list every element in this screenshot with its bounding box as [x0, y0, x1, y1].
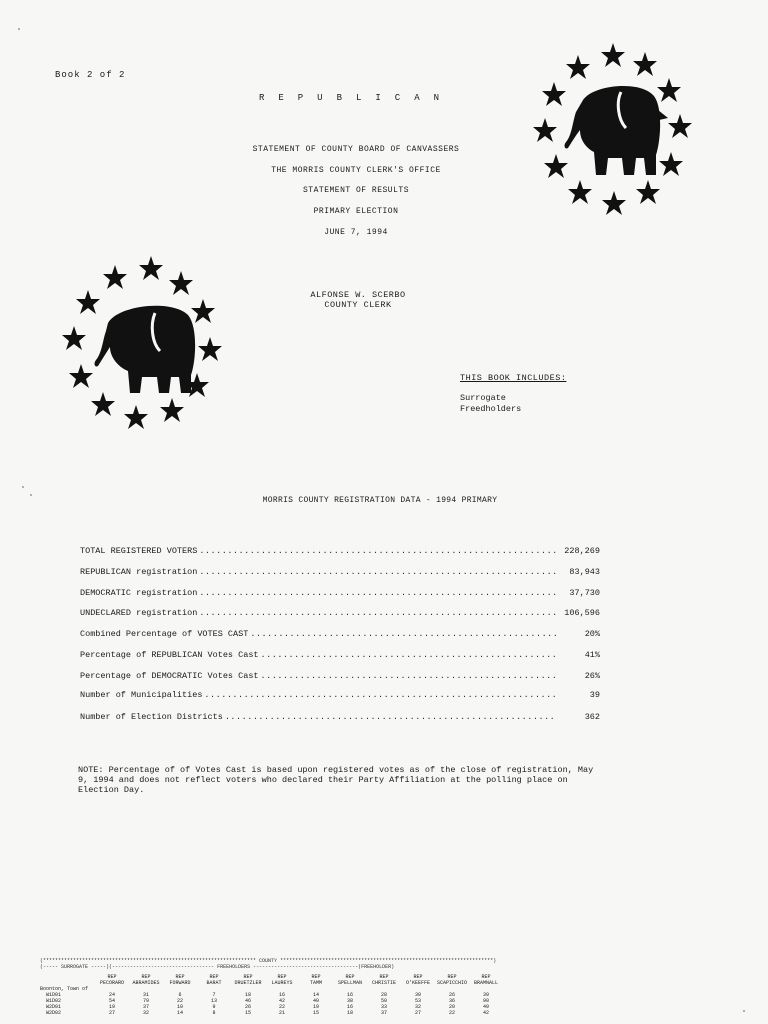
registration-row: [80, 588, 600, 598]
table-cell: 90: [482, 998, 489, 1004]
star-icon: [533, 118, 557, 142]
table-cell: 14: [176, 1010, 183, 1016]
table-cell: 32: [414, 1004, 421, 1010]
table-cell: 50: [380, 998, 387, 1004]
party-label: REP: [311, 974, 321, 980]
star-icon: [198, 337, 222, 361]
includes-item: Freedholders: [460, 404, 522, 414]
table-cell: 31: [142, 992, 149, 998]
header-date: JUNE 7, 1994: [324, 228, 388, 237]
table-cell: 38: [346, 998, 353, 1004]
town-label: Boonton, Town of: [40, 986, 89, 992]
note-paragraph: NOTE: Percentage of of Votes Cast is based upon registered votes as of the close of registration, May 9, 1994 and does not reflect voters who declared their Party Affiliation at the polling place on Election Day.: [78, 765, 594, 795]
header-line: STATEMENT OF RESULTS: [302, 186, 409, 195]
row-value: 41%: [584, 650, 600, 660]
republican-elephant-emblem: [60, 253, 230, 433]
clerk-title: COUNTY CLERK: [324, 300, 392, 310]
party-label: REP: [209, 974, 219, 980]
table-cell: 15: [312, 1010, 319, 1016]
results-table-banner: [40, 958, 540, 970]
table-cell: 10: [176, 1004, 183, 1010]
banner-county-line: (*********************************************************************** COUNTY ***********************************************************************): [40, 958, 497, 964]
table-cell: 22: [278, 1004, 285, 1010]
clerk-name: ALFONSE W. SCERBO: [310, 290, 406, 300]
district-label: W2D01: [46, 1004, 62, 1010]
row-label: Number of Municipalities: [80, 690, 203, 700]
column-header: O'KEEFFE: [405, 980, 430, 986]
column-header: TAMM: [309, 980, 322, 986]
table-cell: 36: [448, 998, 455, 1004]
table-cell: 16: [278, 992, 285, 998]
table-cell: 18: [346, 1010, 353, 1016]
party-label: REP: [379, 974, 389, 980]
banner-office-line: (----- SURROGATE -----)(---------------------------------- FREEHOLDERS -----------------------------------(FREEHOLDER): [40, 964, 395, 970]
row-value: 39: [589, 690, 600, 700]
star-icon: [668, 114, 692, 138]
column-header: PECORARO: [99, 980, 124, 986]
party-heading: REPUBLICAN: [258, 93, 453, 103]
row-label: TOTAL REGISTERED VOTERS: [80, 546, 198, 556]
star-icon: [160, 398, 184, 422]
party-label: REP: [107, 974, 117, 980]
table-cell: 6: [178, 992, 182, 998]
row-label: Percentage of REPUBLICAN Votes Cast: [80, 650, 259, 660]
results-table: [40, 974, 540, 1016]
column-header: SCAPICCHIO: [436, 980, 467, 986]
star-icon: [657, 78, 681, 102]
republican-elephant-emblem: [528, 40, 698, 220]
table-cell: 42: [482, 1010, 489, 1016]
row-label: DEMOCRATIC registration: [80, 588, 198, 598]
column-header: FORWARD: [169, 980, 191, 986]
row-value: 83,943: [569, 567, 600, 577]
table-cell: 9: [212, 1004, 216, 1010]
dot-leader: [199, 546, 556, 556]
row-value: 20%: [584, 629, 600, 639]
district-label: W1D01: [46, 992, 62, 998]
registration-row: [80, 671, 600, 681]
row-value: 26%: [584, 671, 600, 681]
table-cell: 39: [482, 992, 489, 998]
includes-item: Surrogate: [460, 393, 506, 403]
table-cell: 26: [448, 992, 455, 998]
scan-speck: [22, 486, 24, 488]
row-label: REPUBLICAN registration: [80, 567, 198, 577]
dot-leader: [250, 629, 556, 639]
column-header: ABRAMIDES: [132, 980, 160, 986]
table-cell: 40: [312, 998, 319, 1004]
row-label: Combined Percentage of VOTES CAST: [80, 629, 249, 639]
star-icon: [69, 364, 93, 388]
dot-leader: [199, 588, 556, 598]
party-label: REP: [243, 974, 253, 980]
table-cell: 49: [482, 1004, 489, 1010]
row-label: UNDECLARED registration: [80, 608, 198, 618]
table-cell: 21: [278, 1010, 285, 1016]
row-value: 228,269: [564, 546, 600, 556]
table-cell: 22: [176, 998, 183, 1004]
table-cell: 27: [108, 1010, 115, 1016]
star-icon: [633, 52, 657, 76]
table-cell: 24: [108, 992, 115, 998]
star-icon: [76, 290, 100, 314]
registration-title: MORRIS COUNTY REGISTRATION DATA - 1994 PRIMARY: [262, 496, 498, 505]
dot-leader: [204, 690, 556, 700]
row-label: Percentage of DEMOCRATIC Votes Cast: [80, 671, 259, 681]
table-cell: 37: [142, 1004, 149, 1010]
table-cell: 37: [380, 1010, 387, 1016]
party-label: REP: [447, 974, 457, 980]
banner-freeholder-end: (FREEHOLDER): [358, 964, 395, 970]
star-icon: [139, 256, 163, 280]
star-icon: [103, 265, 127, 289]
banner-freeholders: FREEHOLDERS: [217, 964, 251, 970]
table-cell: 13: [210, 998, 217, 1004]
column-header: BRAMNALL: [473, 980, 498, 986]
book-number: Book 2 of 2: [55, 70, 126, 80]
table-cell: 32: [142, 1010, 149, 1016]
star-icon: [636, 180, 660, 204]
star-icon: [544, 154, 568, 178]
party-label: REP: [175, 974, 185, 980]
star-icon: [659, 152, 683, 176]
column-header: DRUETZLER: [234, 980, 262, 986]
star-icon: [124, 405, 148, 429]
table-cell: 8: [212, 1010, 216, 1016]
registration-row: [80, 650, 600, 660]
column-header: CHRISTIE: [371, 980, 396, 986]
table-cell: 18: [244, 992, 251, 998]
dot-leader: [199, 567, 556, 577]
elephant-icon: [565, 86, 668, 175]
party-label: REP: [141, 974, 151, 980]
table-cell: 22: [448, 1010, 455, 1016]
column-header: LAUREYS: [271, 980, 293, 986]
table-cell: 42: [278, 998, 285, 1004]
header-line: STATEMENT OF COUNTY BOARD OF CANVASSERS: [252, 145, 460, 154]
row-value: 362: [584, 712, 600, 722]
star-icon: [601, 43, 625, 67]
dot-leader: [261, 650, 556, 660]
party-label: REP: [413, 974, 423, 980]
table-cell: 15: [244, 1010, 251, 1016]
registration-row: [80, 567, 600, 577]
header-line: PRIMARY ELECTION: [313, 207, 399, 216]
column-header: BARAT: [206, 980, 222, 986]
star-icon: [62, 326, 86, 350]
party-label: REP: [277, 974, 287, 980]
table-cell: 28: [380, 992, 387, 998]
dot-leader: [225, 712, 556, 722]
table-row: [40, 1010, 540, 1016]
row-value: 37,730: [569, 588, 600, 598]
elephant-icon: [95, 306, 196, 393]
table-cell: 79: [142, 998, 149, 1004]
header-line: THE MORRIS COUNTY CLERK'S OFFICE: [271, 166, 441, 175]
table-cell: 16: [346, 1004, 353, 1010]
dot-leader: [261, 671, 556, 681]
star-icon: [602, 191, 626, 215]
includes-title: THIS BOOK INCLUDES:: [460, 373, 567, 383]
row-label: Number of Election Districts: [80, 712, 223, 722]
scan-speck: [30, 494, 32, 496]
table-cell: 33: [380, 1004, 387, 1010]
star-icon: [568, 180, 592, 204]
column-header: SPELLMAN: [337, 980, 362, 986]
table-cell: 7: [212, 992, 216, 998]
star-icon: [91, 392, 115, 416]
table-cell: 30: [414, 992, 421, 998]
registration-row: [80, 608, 600, 618]
banner-county: COUNTY: [259, 958, 278, 964]
table-cell: 27: [414, 1010, 421, 1016]
table-cell: 16: [346, 992, 353, 998]
star-icon: [542, 82, 566, 106]
party-label: REP: [345, 974, 355, 980]
registration-row: [80, 690, 600, 700]
star-icon: [566, 55, 590, 79]
table-cell: 53: [414, 998, 421, 1004]
party-label: REP: [481, 974, 491, 980]
scan-speck: [18, 28, 20, 30]
table-cell: 14: [312, 992, 319, 998]
registration-row: [80, 546, 600, 556]
dot-leader: [199, 608, 556, 618]
table-cell: 54: [108, 998, 115, 1004]
scan-speck: [743, 1010, 745, 1012]
row-value: 106,596: [564, 608, 600, 618]
table-cell: 46: [244, 998, 251, 1004]
table-cell: 26: [244, 1004, 251, 1010]
banner-surrogate: SURROGATE: [61, 964, 89, 970]
star-icon: [169, 271, 193, 295]
table-cell: 20: [448, 1004, 455, 1010]
district-label: W2D02: [46, 1010, 62, 1016]
table-cell: 19: [312, 1004, 319, 1010]
star-icon: [191, 299, 215, 323]
registration-row: [80, 629, 600, 639]
table-cell: 19: [108, 1004, 115, 1010]
district-label: W1D02: [46, 998, 62, 1004]
registration-row: [80, 712, 600, 722]
